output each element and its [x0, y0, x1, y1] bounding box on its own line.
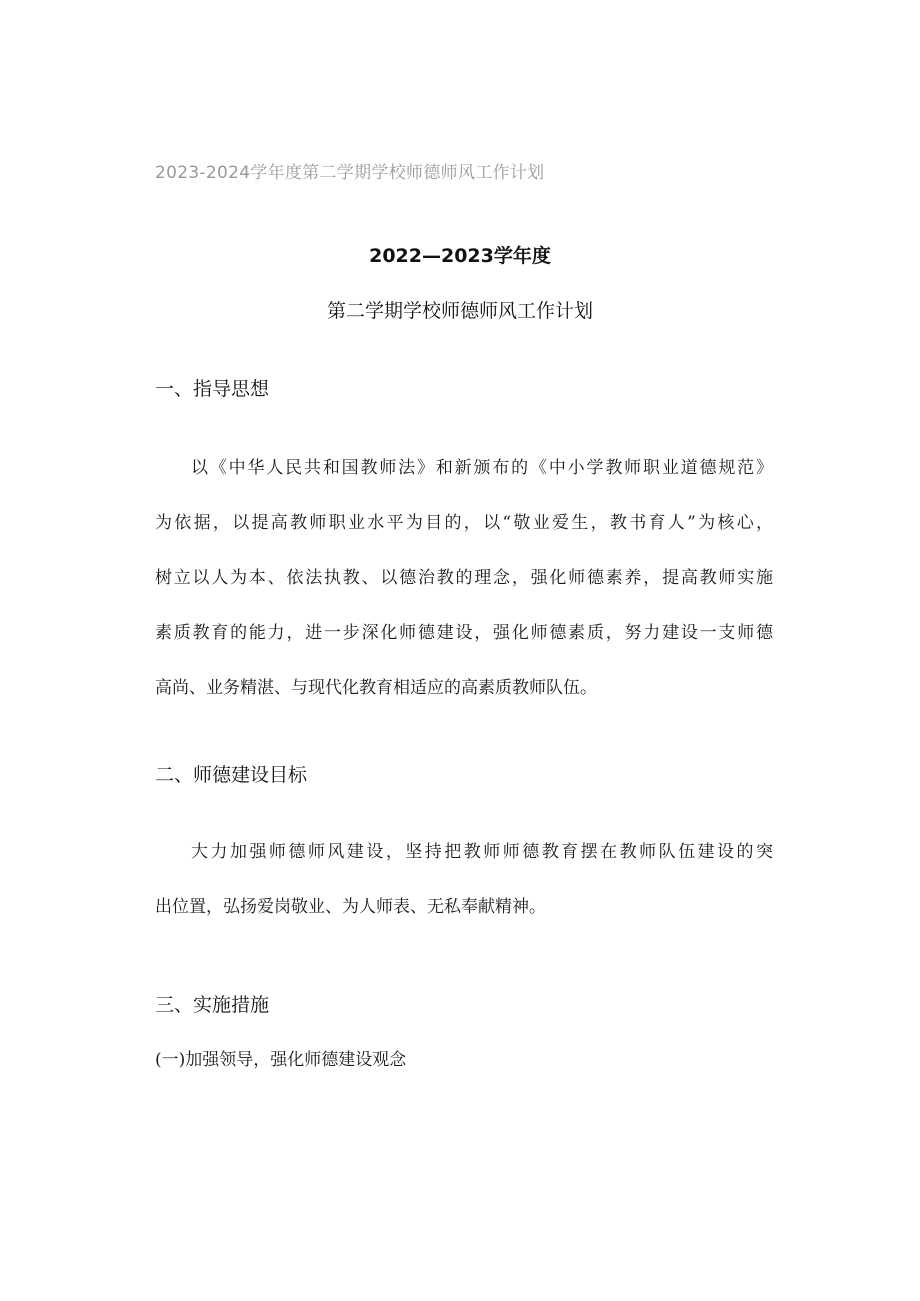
paragraph-line: 高尚、业务精湛、与现代化教育相适应的高素质教师队伍。	[155, 678, 597, 698]
paragraph-line: 出位置，弘扬爱岗敬业、为人师表、无私奉献精神。	[155, 897, 546, 917]
section-heading-ethics-goals: 二、师德建设目标	[155, 764, 308, 786]
section-heading-guiding-ideology: 一、指导思想	[155, 378, 270, 400]
paragraph-line: 素质教育的能力，进一步深化师德建设，强化师德素质，努力建设一支师德	[155, 623, 773, 643]
section-paragraph-ethics-goals	[155, 825, 773, 935]
paragraph-line: 为依据，以提高教师职业水平为目的，以“敬业爱生，教书育人”为核心，	[155, 513, 773, 533]
document-title-main: 第二学期学校师德师风工作计划	[326, 300, 593, 322]
section-paragraph-guiding-ideology	[155, 441, 773, 716]
section-heading-implementation: 三、实施措施	[155, 994, 270, 1016]
paragraph-line: 以《中华人民共和国教师法》和新颁布的《中小学教师职业道德规范》	[191, 458, 773, 478]
document-title-year: 2022—2023学年度	[369, 245, 551, 267]
document-header: 2023-2024学年度第二学期学校师德师风工作计划	[155, 163, 545, 183]
sub-item-leadership: (一)加强领导，强化师德建设观念	[155, 1050, 407, 1070]
paragraph-line: 大力加强师德师风建设，坚持把教师师德教育摆在教师队伍建设的突	[191, 842, 773, 862]
paragraph-line: 树立以人为本、依法执教、以德治教的理念，强化师德素养，提高教师实施	[155, 568, 773, 588]
